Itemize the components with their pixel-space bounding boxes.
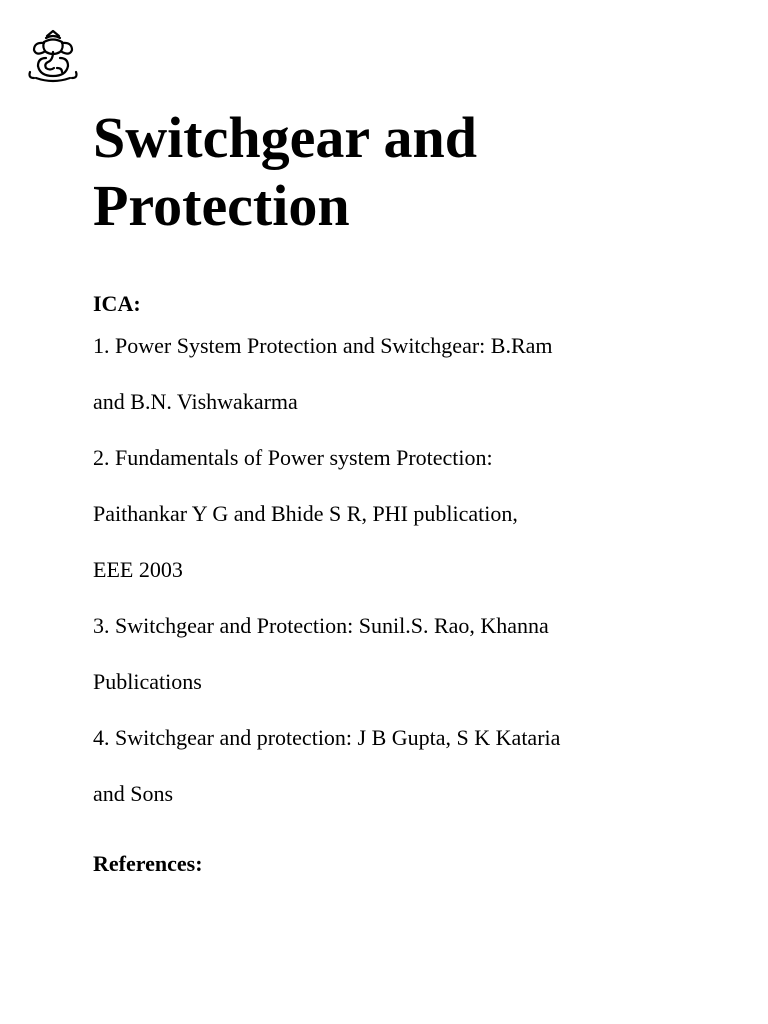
reference-line: 3. Switchgear and Protection: Sunil.S. Rao, Khanna — [93, 613, 549, 638]
reference-list — [93, 332, 733, 836]
ica-heading: ICA: — [93, 291, 141, 316]
reference-line: 2. Fundamentals of Power system Protection: — [93, 445, 493, 470]
document-title — [93, 104, 733, 240]
reference-line: 1. Power System Protection and Switchgear: B.Ram — [93, 333, 553, 358]
title-line-1: Switchgear and — [93, 105, 478, 170]
reference-line: EEE 2003 — [93, 557, 183, 582]
title-line-2: Protection — [93, 173, 350, 238]
document-body — [93, 104, 733, 876]
reference-line: and B.N. Vishwakarma — [93, 389, 298, 414]
references-heading: References: — [93, 851, 203, 876]
reference-line: 4. Switchgear and protection: J B Gupta, S K Kataria — [93, 725, 561, 750]
reference-line: Paithankar Y G and Bhide S R, PHI publication, — [93, 501, 518, 526]
reference-line: and Sons — [93, 781, 174, 806]
ganesha-logo-icon — [24, 28, 82, 84]
reference-line: Publications — [93, 669, 202, 694]
